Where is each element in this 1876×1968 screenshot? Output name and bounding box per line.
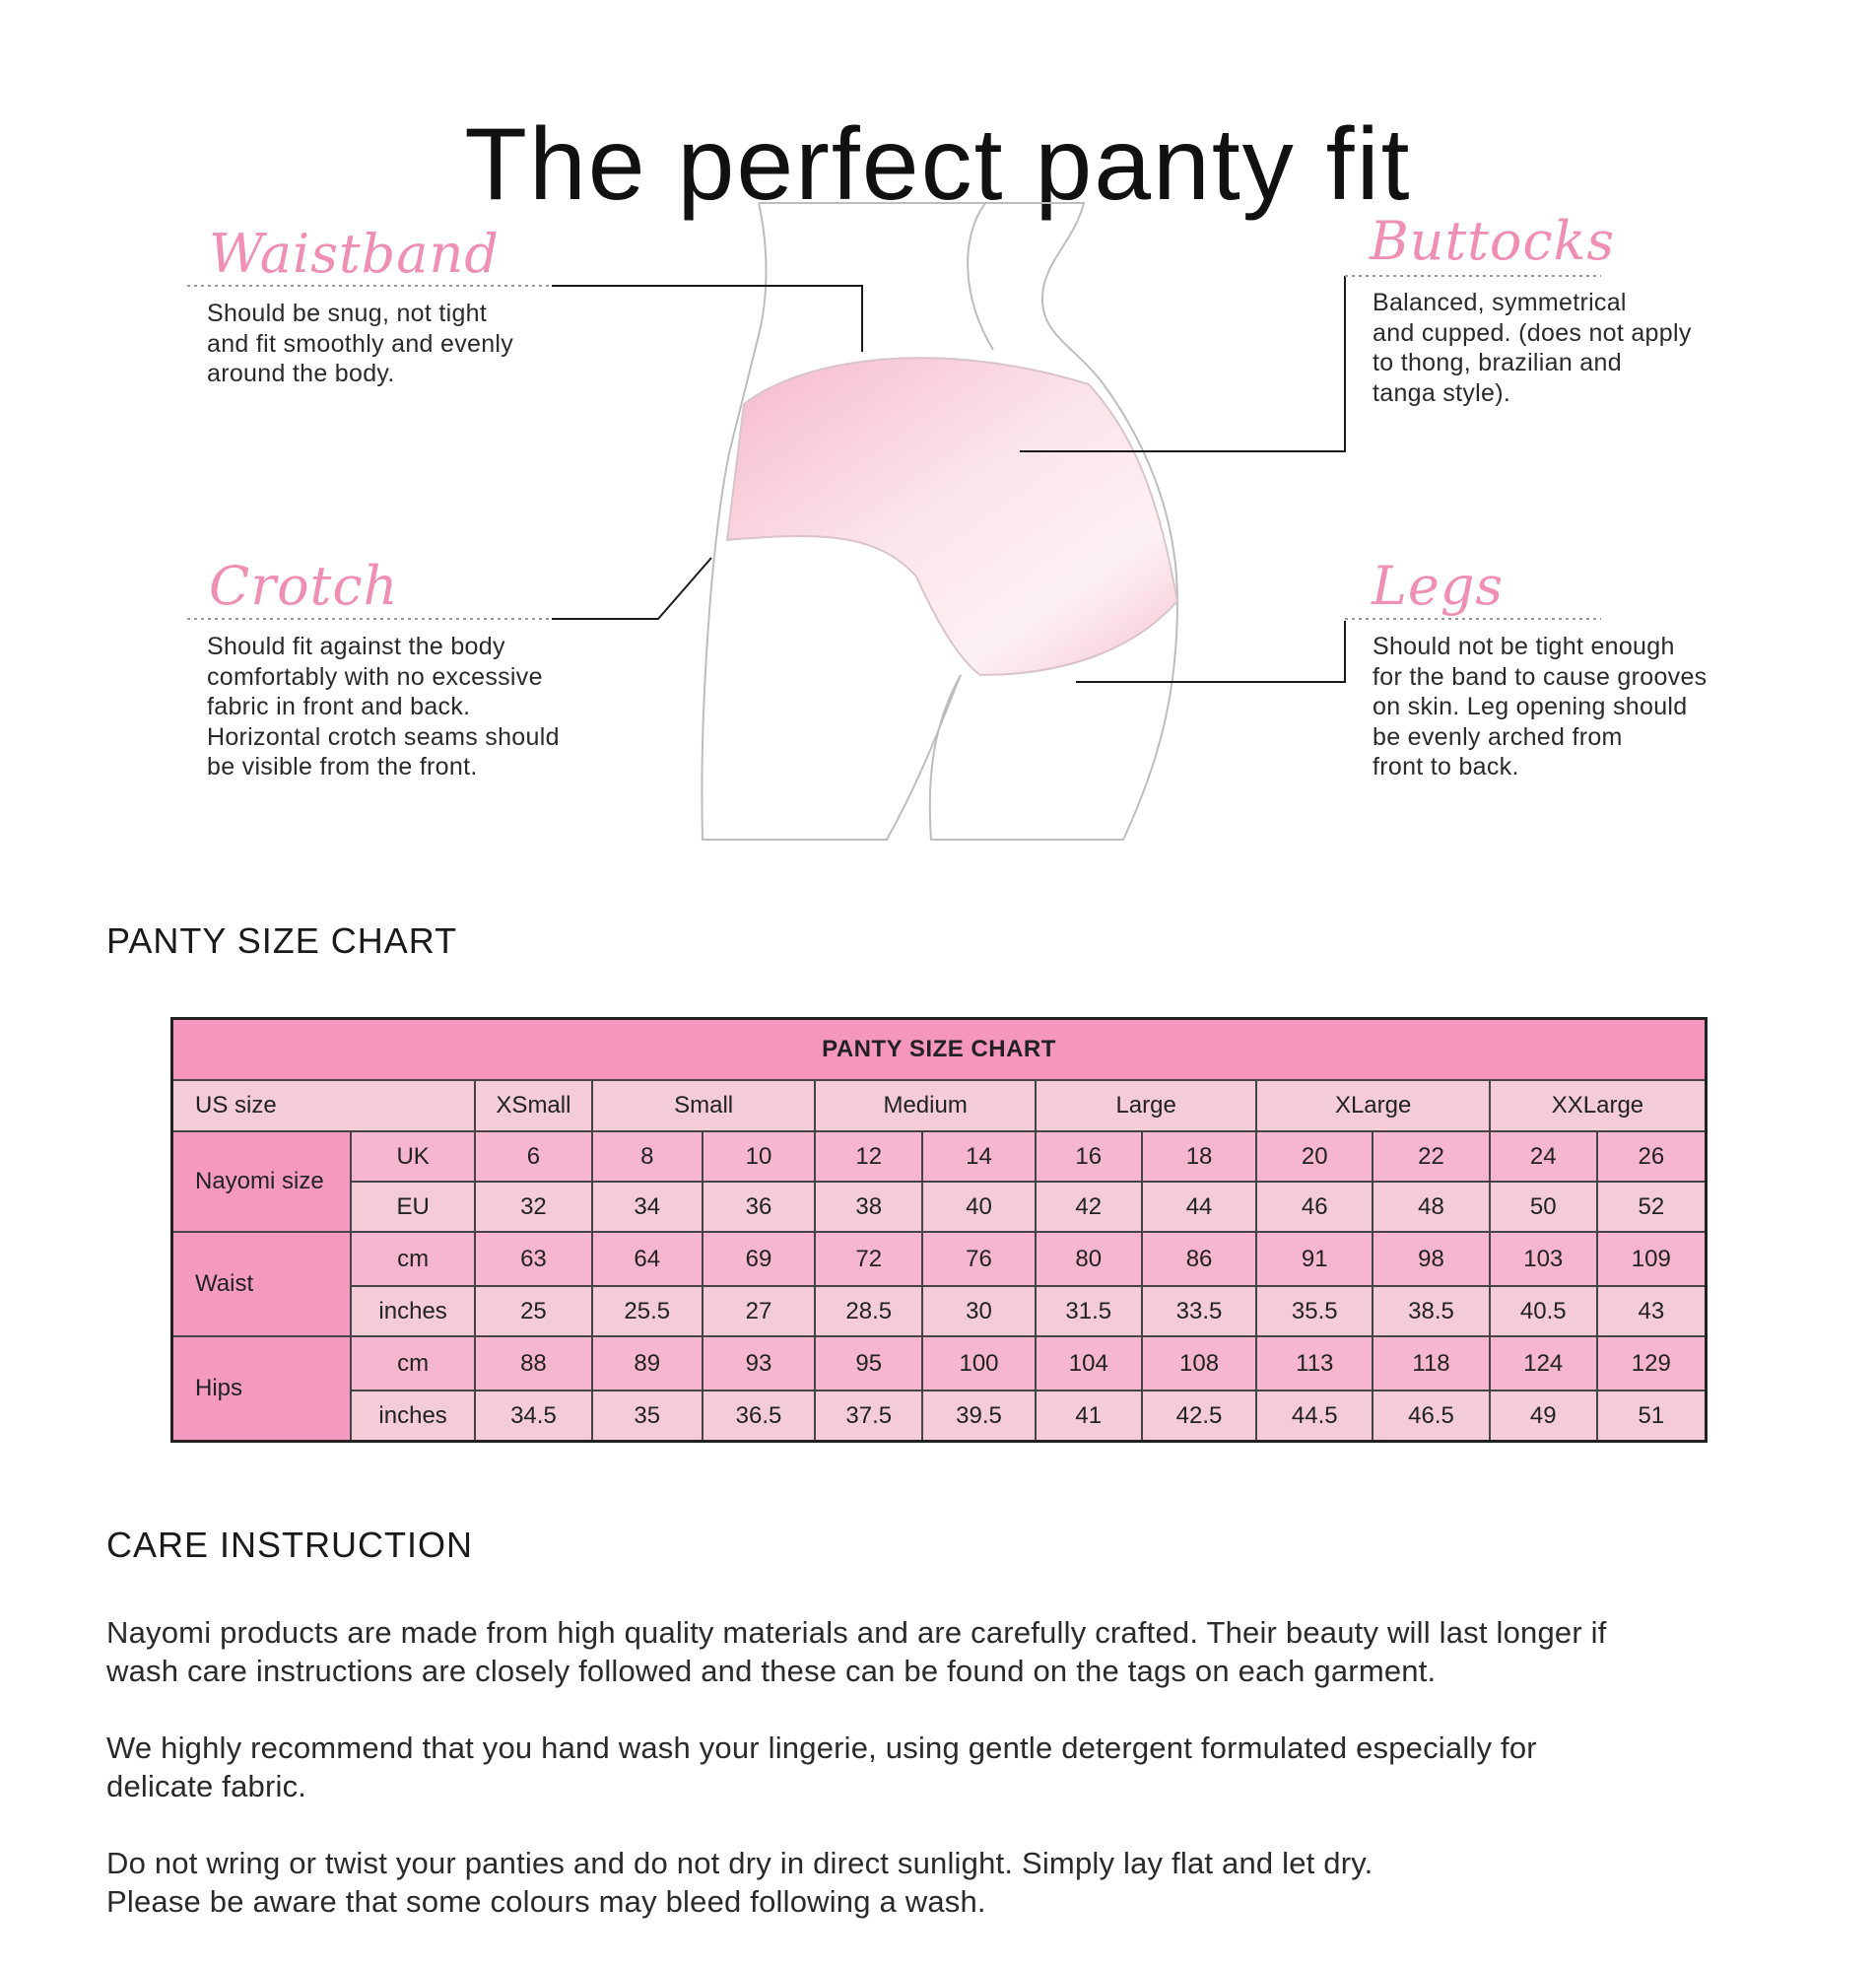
value-cell: 35 (592, 1391, 703, 1442)
value-cell: 22 (1373, 1131, 1490, 1182)
value-cell: 40 (922, 1182, 1036, 1232)
value-cell: 14 (922, 1131, 1036, 1182)
value-cell: 109 (1597, 1232, 1707, 1286)
value-cell: 36 (703, 1182, 816, 1232)
buttocks-description: Balanced, symmetrical and cupped. (does not apply to thong, brazilian and tanga style). (1373, 289, 1692, 407)
value-cell: 64 (592, 1232, 703, 1286)
legs-description: Should not be tight enough for the band to cause grooves on skin. Leg opening should be evenly arched from front to back. (1373, 633, 1708, 780)
value-cell: 26 (1597, 1131, 1707, 1182)
value-cell: 44.5 (1256, 1391, 1373, 1442)
size-chart-table (170, 1017, 1708, 1443)
value-cell: 98 (1373, 1232, 1490, 1286)
value-cell: 42.5 (1142, 1391, 1257, 1442)
table-row (172, 1391, 1707, 1442)
value-cell: 95 (815, 1336, 922, 1391)
row-group-label: Hips (172, 1336, 352, 1442)
value-cell: 46 (1256, 1182, 1373, 1232)
crotch-description: Should fit against the body comfortably with no excessive fabric in front and back. Horizontal crotch seams should be visible from the front. (207, 633, 560, 780)
value-cell: 34 (592, 1182, 703, 1232)
table-row (172, 1286, 1707, 1336)
value-cell: 103 (1490, 1232, 1597, 1286)
value-cell: 33.5 (1142, 1286, 1257, 1336)
table-row (172, 1232, 1707, 1286)
table-row (172, 1131, 1707, 1182)
us-size-cell: XXLarge (1490, 1080, 1707, 1131)
value-cell: 113 (1256, 1336, 1373, 1391)
value-cell: 52 (1597, 1182, 1707, 1232)
unit-cell: inches (351, 1391, 475, 1442)
value-cell: 24 (1490, 1131, 1597, 1182)
panty-illustration (727, 358, 1177, 675)
care-paragraph: Nayomi products are made from high quality materials and are carefully crafted. Their beauty will last longer if wash care instructions are closely followed and these can be found on the tags on each garment. (106, 1615, 1607, 1688)
value-cell: 25 (475, 1286, 592, 1336)
waistband-description: Should be snug, not tight and fit smoothly and evenly around the body. (207, 300, 514, 387)
value-cell: 43 (1597, 1286, 1707, 1336)
value-cell: 129 (1597, 1336, 1707, 1391)
page-title: The perfect panty fit (464, 106, 1412, 222)
us-size-row (172, 1080, 1707, 1131)
value-cell: 48 (1373, 1182, 1490, 1232)
value-cell: 44 (1142, 1182, 1257, 1232)
table-row (172, 1336, 1707, 1391)
value-cell: 34.5 (475, 1391, 592, 1442)
size-chart-heading: PANTY SIZE CHART (106, 920, 458, 961)
care-heading: CARE INSTRUCTION (106, 1525, 474, 1565)
care-paragraph: We highly recommend that you hand wash your lingerie, using gentle detergent formulated especially for delicate fabric. (106, 1730, 1537, 1803)
us-size-cell: XSmall (475, 1080, 592, 1131)
value-cell: 36.5 (703, 1391, 816, 1442)
unit-cell: inches (351, 1286, 475, 1336)
value-cell: 42 (1036, 1182, 1142, 1232)
value-cell: 25.5 (592, 1286, 703, 1336)
value-cell: 108 (1142, 1336, 1257, 1391)
waistband-title: Waistband (209, 223, 500, 285)
value-cell: 12 (815, 1131, 922, 1182)
value-cell: 6 (475, 1131, 592, 1182)
value-cell: 10 (703, 1131, 816, 1182)
value-cell: 38 (815, 1182, 922, 1232)
value-cell: 69 (703, 1232, 816, 1286)
value-cell: 118 (1373, 1336, 1490, 1391)
value-cell: 27 (703, 1286, 816, 1336)
value-cell: 31.5 (1036, 1286, 1142, 1336)
value-cell: 93 (703, 1336, 816, 1391)
us-size-cell: Large (1036, 1080, 1257, 1131)
row-group-label: Waist (172, 1232, 352, 1336)
value-cell: 76 (922, 1232, 1036, 1286)
value-cell: 37.5 (815, 1391, 922, 1442)
value-cell: 91 (1256, 1232, 1373, 1286)
unit-cell: UK (351, 1131, 475, 1182)
unit-cell: EU (351, 1182, 475, 1232)
value-cell: 100 (922, 1336, 1036, 1391)
value-cell: 39.5 (922, 1391, 1036, 1442)
table-row (172, 1182, 1707, 1232)
value-cell: 32 (475, 1182, 592, 1232)
table-title: PANTY SIZE CHART (172, 1019, 1707, 1081)
value-cell: 18 (1142, 1131, 1257, 1182)
value-cell: 50 (1490, 1182, 1597, 1232)
value-cell: 80 (1036, 1232, 1142, 1286)
crotch-title: Crotch (209, 555, 399, 617)
value-cell: 88 (475, 1336, 592, 1391)
us-size-label: US size (172, 1080, 476, 1131)
value-cell: 46.5 (1373, 1391, 1490, 1442)
value-cell: 35.5 (1256, 1286, 1373, 1336)
us-size-cell: XLarge (1256, 1080, 1489, 1131)
unit-cell: cm (351, 1336, 475, 1391)
value-cell: 63 (475, 1232, 592, 1286)
us-size-cell: Small (592, 1080, 816, 1131)
value-cell: 40.5 (1490, 1286, 1597, 1336)
row-group-label: Nayomi size (172, 1131, 352, 1232)
value-cell: 72 (815, 1232, 922, 1286)
unit-cell: cm (351, 1232, 475, 1286)
value-cell: 30 (922, 1286, 1036, 1336)
value-cell: 124 (1490, 1336, 1597, 1391)
buttocks-title: Buttocks (1370, 210, 1616, 272)
value-cell: 104 (1036, 1336, 1142, 1391)
value-cell: 16 (1036, 1131, 1142, 1182)
value-cell: 38.5 (1373, 1286, 1490, 1336)
us-size-cell: Medium (815, 1080, 1036, 1131)
care-paragraph: Do not wring or twist your panties and do not dry in direct sunlight. Simply lay flat and let dry. Please be aware that some colours may bleed following a wash. (106, 1846, 1374, 1919)
value-cell: 20 (1256, 1131, 1373, 1182)
value-cell: 41 (1036, 1391, 1142, 1442)
value-cell: 51 (1597, 1391, 1707, 1442)
legs-title: Legs (1372, 555, 1505, 617)
value-cell: 8 (592, 1131, 703, 1182)
value-cell: 89 (592, 1336, 703, 1391)
value-cell: 86 (1142, 1232, 1257, 1286)
value-cell: 49 (1490, 1391, 1597, 1442)
value-cell: 28.5 (815, 1286, 922, 1336)
